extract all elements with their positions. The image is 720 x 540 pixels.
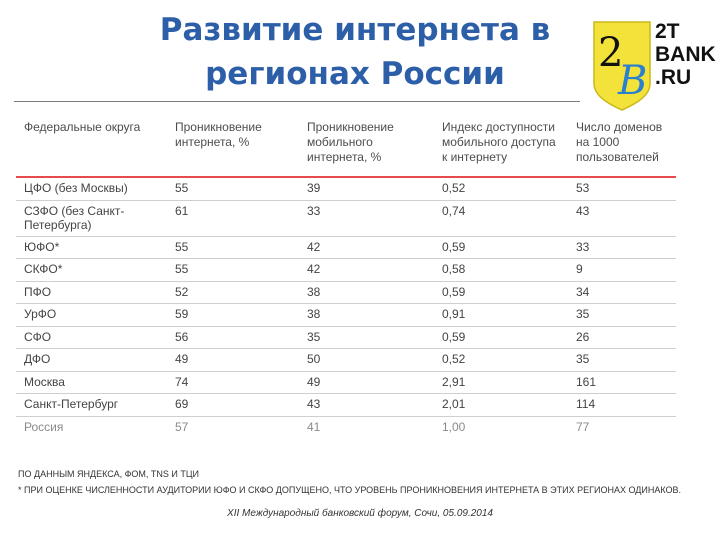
slide-footer: XII Международный банковский форум, Сочи, 05.09.2014	[227, 508, 493, 519]
logo-line-2: BANK	[655, 43, 716, 66]
table-cell: 41	[307, 419, 321, 434]
header-domains-per-1000: Число доменов на 1000 пользователей	[568, 116, 676, 177]
table-cell: Санкт-Петербург	[16, 394, 167, 417]
table-row	[16, 236, 676, 259]
table-cell: 39	[299, 177, 434, 200]
table-cell: 43	[299, 394, 434, 417]
svg-text:B: B	[618, 58, 648, 104]
table-cell: 9	[568, 259, 676, 282]
table-cell: 57	[175, 419, 189, 434]
table-cell: СФО	[16, 326, 167, 349]
table-cell: 50	[299, 349, 434, 372]
table-row	[16, 326, 676, 349]
table-cell: 77	[576, 419, 590, 434]
logo-line-3: .RU	[655, 66, 692, 89]
table-cell: 33	[568, 236, 676, 259]
header-mobile-access-index: Индекс доступности мобильного доступа к интернету	[434, 116, 568, 177]
table-cell: 74	[167, 371, 299, 394]
table-row	[16, 304, 676, 327]
table-row	[16, 416, 676, 438]
table-cell: УрФО	[16, 304, 167, 327]
table-cell: 0,52	[434, 177, 568, 200]
table-cell: 2,01	[434, 394, 568, 417]
table-row	[16, 394, 676, 417]
table-cell: 55	[167, 236, 299, 259]
table-cell: 61	[167, 200, 299, 236]
table-cell: 56	[167, 326, 299, 349]
table-cell: 0,59	[434, 236, 568, 259]
table-cell: ДФО	[16, 349, 167, 372]
source-note: ПО ДАННЫМ ЯНДЕКСА, ФОМ, TNS И ТЦИ	[18, 469, 200, 479]
internet-regions-table	[16, 116, 676, 438]
table-cell: 34	[568, 281, 676, 304]
table-row	[16, 177, 676, 200]
logo-line-1: 2T	[655, 20, 680, 43]
table-cell: 35	[299, 326, 434, 349]
table-cell: 33	[299, 200, 434, 236]
table-cell: 42	[299, 236, 434, 259]
table-cell: 69	[167, 394, 299, 417]
table-cell: 49	[167, 349, 299, 372]
table-row	[16, 200, 676, 236]
table-cell: ПФО	[16, 281, 167, 304]
table-cell: 52	[167, 281, 299, 304]
table-cell: 55	[167, 259, 299, 282]
table-cell: СКФО*	[16, 259, 167, 282]
table-row	[16, 349, 676, 372]
slide-title: Развитие интернета в регионах России	[159, 12, 551, 92]
table-cell: 59	[167, 304, 299, 327]
table-cell: 0,59	[434, 326, 568, 349]
table-cell: 42	[299, 259, 434, 282]
source-notes	[18, 466, 681, 498]
table-cell: 114	[568, 394, 676, 417]
table-cell: 0,74	[434, 200, 568, 236]
table-row	[16, 371, 676, 394]
table-cell: 35	[568, 349, 676, 372]
table-cell: Россия	[24, 419, 64, 434]
svg-text:2: 2	[598, 30, 624, 76]
table-header-row	[16, 116, 676, 177]
table-cell: 0,91	[434, 304, 568, 327]
table-cell: 49	[299, 371, 434, 394]
table-cell: ЦФО (без Москвы)	[16, 177, 167, 200]
table-cell: Москва	[16, 371, 167, 394]
header-mobile-penetration: Проникновение мобильного интернета, %	[299, 116, 434, 177]
table-cell: 0,52	[434, 349, 568, 372]
table-cell: 35	[568, 304, 676, 327]
table-row	[16, 259, 676, 282]
table-cell: 43	[568, 200, 676, 236]
table-cell: 55	[167, 177, 299, 200]
table-cell: 161	[568, 371, 676, 394]
table-cell: 1,00	[442, 419, 466, 434]
table-cell: 38	[299, 281, 434, 304]
table-cell: 38	[299, 304, 434, 327]
table-row	[16, 281, 676, 304]
table-cell: ЮФО*	[16, 236, 167, 259]
table-cell: СЗФО (без Санкт- Петербурга)	[16, 200, 167, 236]
table-cell: 2,91	[434, 371, 568, 394]
title-divider	[14, 101, 580, 102]
logo-text	[655, 20, 716, 89]
table-cell: 53	[568, 177, 676, 200]
table-cell: 0,58	[434, 259, 568, 282]
header-internet-penetration: Проникновение интернета, %	[167, 116, 299, 177]
table-cell: 26	[568, 326, 676, 349]
table-cell: 0,59	[434, 281, 568, 304]
footnote-asterisk: * ПРИ ОЦЕНКЕ ЧИСЛЕННОСТИ АУДИТОРИИ ЮФО И СКФО ДОПУЩЕНО, ЧТО УРОВЕНЬ ПРОНИКНОВЕНИЯ ИНТЕРНЕТА В ЭТИХ РЕГИОНАХ ОДИНАКОВ.	[18, 485, 681, 495]
header-federal-district: Федеральные округа	[16, 116, 167, 177]
